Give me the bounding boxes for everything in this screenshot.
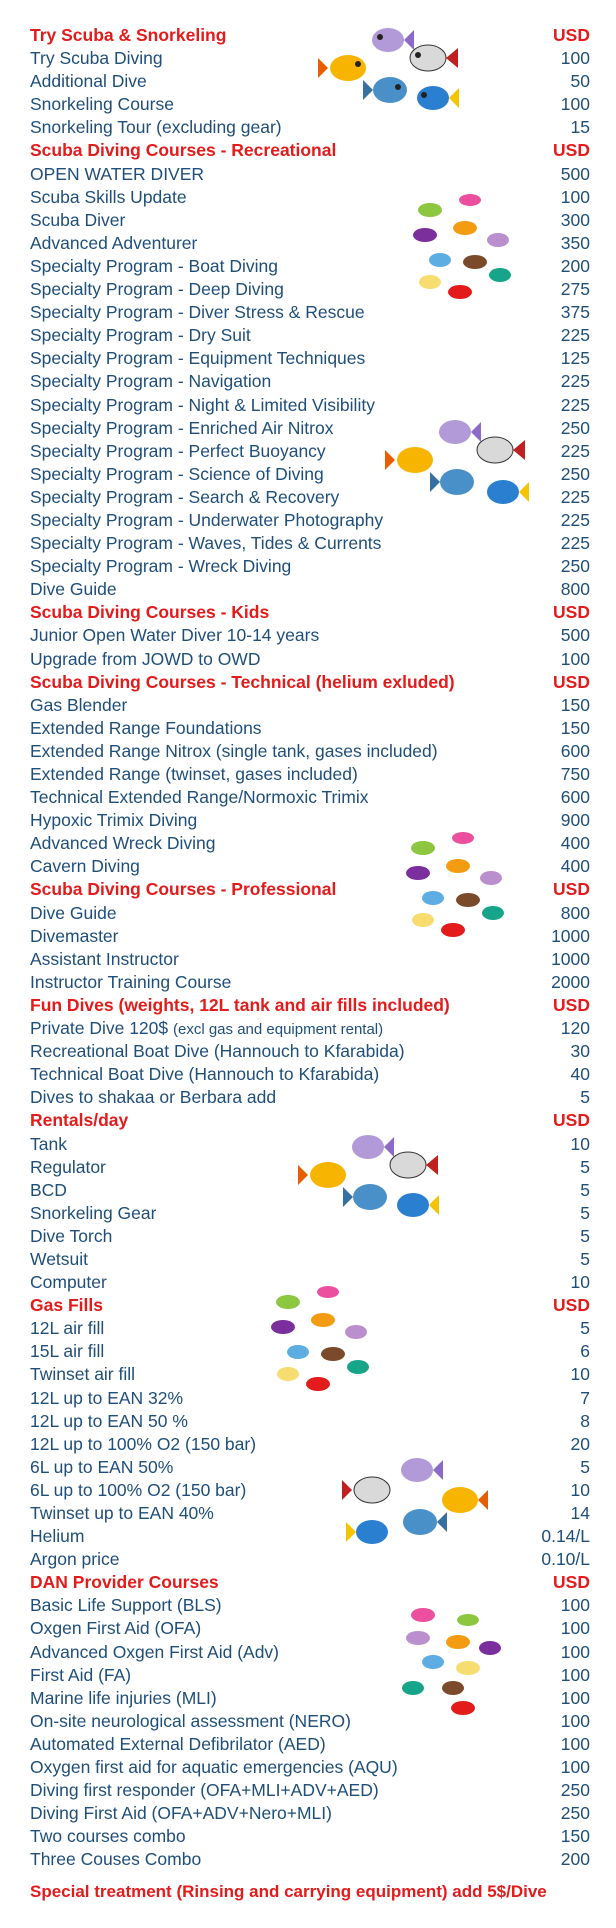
item-name <box>30 1363 135 1386</box>
item-price: 350 <box>560 232 590 253</box>
item-name-text: Dive Guide <box>30 902 117 923</box>
item-name <box>30 1594 222 1617</box>
price-row <box>30 1525 590 1548</box>
item-name <box>30 394 375 417</box>
item-price: 225 <box>560 486 590 507</box>
item-name <box>30 1410 188 1433</box>
price-row <box>30 763 590 786</box>
price-row <box>30 1433 590 1456</box>
item-price: 100 <box>560 1687 590 1708</box>
item-price: 5 <box>580 1225 590 1246</box>
currency-label: USD <box>553 1110 590 1131</box>
item-name-text: Technical Boat Dive (Hannouch to Kfarabida) <box>30 1064 380 1085</box>
item-name-text: 6L up to 100% O2 (150 bar) <box>30 1479 247 1500</box>
item-name <box>30 1387 183 1410</box>
item-name-text: Wetsuit <box>30 1248 89 1269</box>
price-row <box>30 347 590 370</box>
item-price: 10 <box>570 1479 590 1500</box>
item-name <box>30 1710 351 1733</box>
item-price: 10 <box>570 1133 590 1154</box>
item-name-text: Basic Life Support (BLS) <box>30 1595 222 1616</box>
item-price: 200 <box>560 255 590 276</box>
item-name-text: Specialty Program - Perfect Buoyancy <box>30 440 326 461</box>
item-name <box>30 1017 383 1040</box>
price-row <box>30 648 590 671</box>
item-price: 500 <box>560 163 590 184</box>
currency-label: USD <box>553 140 590 161</box>
item-name <box>30 70 147 93</box>
item-price: 225 <box>560 533 590 554</box>
price-row <box>30 578 590 601</box>
item-name <box>30 209 125 232</box>
item-name <box>30 1133 67 1156</box>
item-price: 100 <box>560 1641 590 1662</box>
item-name <box>30 902 117 925</box>
item-name-text: 12L up to EAN 32% <box>30 1387 184 1408</box>
price-row <box>30 1225 590 1248</box>
tropical-fish-group-icon <box>342 1450 492 1550</box>
item-name-text: Specialty Program - Diver Stress & Rescue <box>30 302 365 323</box>
item-price: 100 <box>560 1664 590 1685</box>
item-name <box>30 1456 173 1479</box>
item-price: 500 <box>560 625 590 646</box>
section-heading <box>30 671 590 694</box>
item-name <box>30 301 365 324</box>
section-title: Scuba Diving Courses - Kids <box>30 602 270 623</box>
item-price: 600 <box>560 787 590 808</box>
item-name-text: Two courses combo <box>30 1826 186 1847</box>
price-row <box>30 1548 590 1571</box>
item-name-text: Advanced Adventurer <box>30 232 198 253</box>
item-name-text: Argon price <box>30 1549 120 1570</box>
item-price: 10 <box>570 1272 590 1293</box>
item-price: 225 <box>560 440 590 461</box>
price-row <box>30 324 590 347</box>
price-row <box>30 555 590 578</box>
item-name <box>30 1317 104 1340</box>
item-price: 150 <box>560 1826 590 1847</box>
item-name-text: 12L up to EAN 50 % <box>30 1410 188 1431</box>
item-name <box>30 1525 84 1548</box>
item-price: 15 <box>570 117 590 138</box>
item-name-text: BCD <box>30 1179 67 1200</box>
item-name-text: Scuba Skills Update <box>30 186 187 207</box>
item-name <box>30 1756 398 1779</box>
item-name-text: Junior Open Water Diver 10-14 years <box>30 625 320 646</box>
item-price: 400 <box>560 833 590 854</box>
item-name <box>30 417 333 440</box>
item-name-text: On-site neurological assessment (NERO) <box>30 1710 351 1731</box>
item-name <box>30 832 215 855</box>
item-price: 275 <box>560 279 590 300</box>
price-row <box>30 1779 590 1802</box>
item-price: 150 <box>560 717 590 738</box>
item-name-text: Oxgen First Aid (OFA) <box>30 1618 202 1639</box>
item-name-text: Specialty Program - Search & Recovery <box>30 486 340 507</box>
item-name <box>30 1040 405 1063</box>
item-name <box>30 370 271 393</box>
item-name-text: Snorkeling Course <box>30 94 174 115</box>
currency-label: USD <box>553 602 590 623</box>
item-name-text: Scuba Diver <box>30 209 126 230</box>
currency-label: USD <box>553 879 590 900</box>
item-price: 14 <box>570 1503 590 1523</box>
section-title: Fun Dives (weights, 12L tank and air fills included) <box>30 994 450 1015</box>
price-row <box>30 1410 590 1433</box>
item-name <box>30 1848 201 1871</box>
item-price: 10 <box>570 1364 590 1385</box>
price-row <box>30 948 590 971</box>
price-row <box>30 740 590 763</box>
item-price: 250 <box>560 1780 590 1801</box>
item-name-text: OPEN WATER DIVER <box>30 163 205 184</box>
item-name-text: Upgrade from JOWD to OWD <box>30 648 261 669</box>
item-name-text: Private Dive 120$ <box>30 1018 173 1039</box>
item-name <box>30 47 163 70</box>
price-row <box>30 1456 590 1479</box>
item-price: 1000 <box>551 948 590 969</box>
item-name <box>30 347 365 370</box>
item-price: 100 <box>560 1757 590 1778</box>
item-price: 100 <box>560 648 590 669</box>
item-price: 50 <box>570 71 590 92</box>
item-name-text: Diving First Aid (OFA+ADV+Nero+MLI) <box>30 1803 332 1824</box>
item-note: (excl gas and equipment rental) <box>173 1021 384 1039</box>
item-price: 1000 <box>551 925 590 946</box>
item-name <box>30 1086 276 1109</box>
item-name-text: Marine life injuries (MLI) <box>30 1687 217 1708</box>
item-price: 400 <box>560 856 590 877</box>
item-name <box>30 648 260 671</box>
item-price: 250 <box>560 463 590 484</box>
price-row <box>30 116 590 139</box>
price-row <box>30 1086 590 1109</box>
item-name-text: Try Scuba Diving <box>30 48 163 69</box>
item-name-text: Specialty Program - Dry Suit <box>30 325 251 346</box>
item-name-text: Extended Range Nitrox (single tank, gases included) <box>30 740 438 761</box>
item-name <box>30 740 438 763</box>
item-name <box>30 1479 246 1502</box>
price-row <box>30 70 590 93</box>
item-name <box>30 163 204 186</box>
price-row <box>30 1825 590 1848</box>
section-title: Scuba Diving Courses - Professional <box>30 879 337 900</box>
item-price: 225 <box>560 325 590 346</box>
item-name <box>30 93 174 116</box>
section-heading <box>30 601 590 624</box>
item-name-text: Specialty Program - Waves, Tides & Currents <box>30 533 382 554</box>
price-row <box>30 1017 590 1040</box>
item-price: 100 <box>560 186 590 207</box>
item-name-text: Diving first responder (OFA+MLI+ADV+AED) <box>30 1780 379 1801</box>
item-name <box>30 1340 104 1363</box>
price-row <box>30 694 590 717</box>
item-price: 0.14/L <box>541 1526 590 1547</box>
item-price: 100 <box>560 48 590 69</box>
item-price: 7 <box>580 1387 590 1408</box>
item-price: 5 <box>580 1202 590 1223</box>
item-name-text: Specialty Program - Science of Diving <box>30 463 324 484</box>
item-price: 200 <box>560 1849 590 1870</box>
price-row <box>30 1248 590 1271</box>
item-name-text: Twinset air fill <box>30 1364 136 1385</box>
item-name <box>30 1433 256 1456</box>
price-row <box>30 1479 590 1502</box>
item-name-text: Additional Dive <box>30 71 147 92</box>
item-name <box>30 717 262 740</box>
item-name <box>30 763 358 786</box>
item-name <box>30 1641 279 1664</box>
item-price: 120 <box>560 1018 590 1039</box>
currency-label: USD <box>553 1572 590 1593</box>
section-heading <box>30 994 590 1017</box>
item-name <box>30 1502 214 1525</box>
section-title: Try Scuba & Snorkeling <box>30 25 227 45</box>
item-price: 8 <box>580 1410 590 1431</box>
item-name <box>30 1825 186 1848</box>
item-name-text: Technical Extended Range/Normoxic Trimix <box>30 787 369 808</box>
section-title: Scuba Diving Courses - Technical (helium exluded) <box>30 671 455 692</box>
item-name <box>30 1225 112 1248</box>
item-name-text: Dive Torch <box>30 1225 113 1246</box>
item-name <box>30 232 197 255</box>
item-name-text: Specialty Program - Navigation <box>30 371 272 392</box>
tropical-fish-group-icon <box>385 410 535 510</box>
price-row <box>30 786 590 809</box>
item-name <box>30 255 278 278</box>
item-name <box>30 971 231 994</box>
item-name <box>30 509 383 532</box>
price-row <box>30 370 590 393</box>
item-price: 5 <box>580 1248 590 1269</box>
item-name <box>30 1779 379 1802</box>
item-name <box>30 925 119 948</box>
price-row <box>30 509 590 532</box>
item-name <box>30 463 324 486</box>
colorful-fish-school-icon <box>398 1600 508 1715</box>
item-name <box>30 324 251 347</box>
section-heading <box>30 24 590 47</box>
item-price: 300 <box>560 209 590 230</box>
item-name-text: Recreational Boat Dive (Hannouch to Kfarabida) <box>30 1041 405 1062</box>
item-name <box>30 578 117 601</box>
item-price: 750 <box>560 764 590 784</box>
item-name <box>30 1664 131 1687</box>
item-name-text: Specialty Program - Wreck Diving <box>30 556 292 577</box>
section-title: Scuba Diving Courses - Recreational <box>30 140 337 161</box>
item-price: 5 <box>580 1087 590 1108</box>
item-name-text: Divemaster <box>30 925 119 946</box>
item-name-text: Instructor Training Course <box>30 971 232 992</box>
item-price: 250 <box>560 1803 590 1824</box>
item-name-text: Specialty Program - Underwater Photography <box>30 509 384 530</box>
section-title: Gas Fills <box>30 1295 103 1316</box>
item-name <box>30 486 339 509</box>
item-price: 5 <box>580 1179 590 1200</box>
item-name-text: Three Couses Combo <box>30 1849 202 1870</box>
price-row <box>30 717 590 740</box>
item-name <box>30 624 319 647</box>
item-price: 5 <box>580 1456 590 1477</box>
colorful-fish-school-icon <box>268 1282 378 1397</box>
price-row <box>30 1733 590 1756</box>
item-name-text: Gas Blender <box>30 694 128 715</box>
item-price: 375 <box>560 302 590 323</box>
price-row <box>30 1502 590 1525</box>
footer-note: Special treatment (Rinsing and carrying equipment) add 5$/Dive <box>30 1882 547 1901</box>
item-price: 250 <box>560 556 590 577</box>
tropical-fish-group-icon <box>318 18 468 118</box>
item-price: 0.10/L <box>541 1549 590 1570</box>
item-name-text: Dive Guide <box>30 579 117 600</box>
item-name <box>30 532 381 555</box>
colorful-fish-school-icon <box>410 190 520 305</box>
item-price: 6 <box>580 1341 590 1362</box>
item-price: 125 <box>560 348 590 369</box>
item-price: 225 <box>560 371 590 392</box>
item-price: 150 <box>560 694 590 715</box>
item-name-text: Snorkeling Gear <box>30 1202 157 1223</box>
section-heading <box>30 1571 590 1594</box>
item-price: 100 <box>560 1710 590 1731</box>
item-name-text: Specialty Program - Equipment Techniques <box>30 348 366 369</box>
item-name <box>30 440 326 463</box>
item-price: 225 <box>560 509 590 530</box>
item-name-text: 15L air fill <box>30 1341 105 1362</box>
item-name-text: Helium <box>30 1526 85 1547</box>
item-price: 800 <box>560 902 590 923</box>
item-name <box>30 1202 156 1225</box>
item-price: 5 <box>580 1156 590 1177</box>
currency-label: USD <box>553 25 590 45</box>
item-name <box>30 694 127 717</box>
item-name-text: Specialty Program - Enriched Air Nitrox <box>30 417 334 438</box>
item-price: 100 <box>560 94 590 115</box>
item-price: 100 <box>560 1618 590 1639</box>
item-name-text: 12L up to 100% O2 (150 bar) <box>30 1433 257 1454</box>
item-price: 100 <box>560 1595 590 1616</box>
item-name-text: Automated External Defibrilator (AED) <box>30 1733 326 1754</box>
item-name <box>30 186 187 209</box>
currency-label: USD <box>553 994 590 1015</box>
price-row <box>30 1063 590 1086</box>
item-name-text: Dives to shakaa or Berbara add <box>30 1087 277 1108</box>
item-name <box>30 1802 332 1825</box>
item-price: 20 <box>570 1433 590 1454</box>
item-name-text: Twinset up to EAN 40% <box>30 1503 214 1523</box>
item-name <box>30 1063 379 1086</box>
item-name-text: Advanced Oxgen First Aid (Adv) <box>30 1641 279 1662</box>
item-name <box>30 1548 120 1571</box>
item-name-text: Tank <box>30 1133 67 1154</box>
item-price: 30 <box>570 1041 590 1062</box>
section-title: Rentals/day <box>30 1110 129 1131</box>
item-price: 100 <box>560 1733 590 1754</box>
colorful-fish-school-icon <box>403 828 513 943</box>
price-row <box>30 93 590 116</box>
item-name-text: 12L air fill <box>30 1318 105 1339</box>
item-name-text: Cavern Diving <box>30 856 140 877</box>
item-name-text: Extended Range Foundations <box>30 717 262 738</box>
item-name <box>30 855 140 878</box>
item-name-text: Advanced Wreck Diving <box>30 833 216 854</box>
item-name-text: Snorkeling Tour (excluding gear) <box>30 117 282 138</box>
price-row <box>30 532 590 555</box>
item-price: 225 <box>560 394 590 415</box>
item-name-text: Hypoxic Trimix Diving <box>30 810 198 831</box>
item-name-text: Specialty Program - Night & Limited Visibility <box>30 394 375 415</box>
item-name-text: Regulator <box>30 1156 106 1177</box>
item-price: 40 <box>570 1064 590 1085</box>
section-heading <box>30 139 590 162</box>
item-name <box>30 1687 217 1710</box>
item-name <box>30 1271 107 1294</box>
item-name <box>30 809 197 832</box>
item-name <box>30 1248 88 1271</box>
section-title: DAN Provider Courses <box>30 1572 219 1593</box>
item-name-text: Computer <box>30 1272 107 1293</box>
item-name-text: Specialty Program - Deep Diving <box>30 279 284 300</box>
item-name <box>30 116 282 139</box>
item-name-text: Assistant Instructor <box>30 948 179 969</box>
item-name <box>30 1617 201 1640</box>
item-name <box>30 1733 326 1756</box>
price-row <box>30 47 590 70</box>
item-price: 800 <box>560 579 590 600</box>
price-row <box>30 163 590 186</box>
price-row <box>30 1040 590 1063</box>
price-row <box>30 971 590 994</box>
item-name <box>30 1156 106 1179</box>
item-name-text: Specialty Program - Boat Diving <box>30 255 279 276</box>
item-price: 5 <box>580 1318 590 1339</box>
item-name-text: Oxygen first aid for aquatic emergencies (AQU) <box>30 1757 398 1778</box>
price-row <box>30 1802 590 1825</box>
item-name <box>30 948 179 971</box>
price-row <box>30 1756 590 1779</box>
item-name-text: Extended Range (twinset, gases included) <box>30 764 358 784</box>
price-row <box>30 1848 590 1871</box>
item-price: 600 <box>560 740 590 761</box>
tropical-fish-group-icon <box>298 1125 448 1225</box>
item-name <box>30 555 291 578</box>
item-name <box>30 786 368 809</box>
item-price: 2000 <box>551 971 590 992</box>
item-name <box>30 278 284 301</box>
item-name-text: 6L up to EAN 50% <box>30 1456 174 1477</box>
item-name <box>30 1179 67 1202</box>
currency-label: USD <box>553 1295 590 1316</box>
currency-label: USD <box>553 671 590 692</box>
item-price: 250 <box>560 417 590 438</box>
item-name-text: First Aid (FA) <box>30 1664 132 1685</box>
item-price: 900 <box>560 810 590 831</box>
price-row <box>30 624 590 647</box>
